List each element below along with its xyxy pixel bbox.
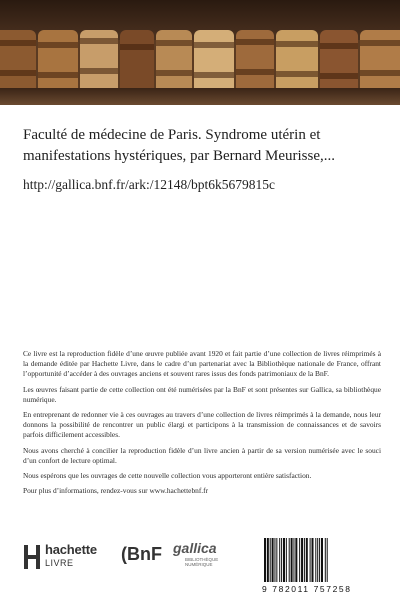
barcode-bar [286, 538, 287, 582]
barcode-bar [264, 538, 266, 582]
notice-paragraph: Ce livre est la reproduction fidèle d’une œuvre publiée avant 1920 et fait partie d’une collection de livres réimprimés à la demande éditée par Hachette Livre, dans le cadre d’un partenariat avec la Bibliothèque nationale de France, offrant l’opportunité d’accéder à des ouvrages anciens et souvent rares issus des fonds patrimoniaux de la BnF. [23, 349, 381, 379]
notice-paragraph: En entreprenant de redonner vie à ces ouvrages au travers d’une collection de livres réimprimés à la demande, nous leur donnons la possibilité de rencontrer un public élargi et participons à la transmission de connaissances et de savoirs parfois difficilement accessibles. [23, 410, 381, 440]
book-spine [156, 30, 192, 90]
book-spine [38, 30, 78, 90]
hachette-h-icon [23, 544, 41, 570]
gallica-subtitle: BIBLIOTHÈQUE NUMÉRIQUE [185, 557, 219, 567]
barcode-bar [267, 538, 269, 582]
barcode-bar [281, 538, 282, 582]
barcode-bar [315, 538, 316, 582]
book-spine [0, 30, 36, 90]
barcode-bar [289, 538, 290, 582]
book-spine [80, 30, 118, 90]
book-spine [120, 30, 154, 90]
barcode [262, 538, 377, 580]
barcode-bars [262, 538, 377, 582]
barcode-bar [321, 538, 323, 582]
barcode-bar [293, 538, 294, 582]
notice-paragraph: Nous avons cherché à concilier la reproduction fidèle d’un livre ancien à partir de sa version numérisée avec le souci d’un confort de lecture optimal. [23, 445, 381, 465]
hachette-livre-logo [23, 542, 105, 576]
barcode-bar [274, 538, 275, 582]
barcode-bar [283, 538, 285, 582]
notice-paragraph: Les œuvres faisant partie de cette collection ont été numérisées par la BnF et sont présentes sur Gallica, sa bibliothèque numérique. [23, 384, 381, 404]
barcode-bar [276, 538, 277, 582]
book-spine [236, 30, 274, 90]
livre-wordmark: LIVRE [45, 558, 74, 568]
barcode-bar [319, 538, 320, 582]
barcode-bar [295, 538, 297, 582]
book-spine [194, 30, 234, 90]
notice-paragraph: Pour plus d’informations, rendez-vous sur www.hachettebnf.fr [23, 486, 209, 496]
book-spine [320, 30, 358, 90]
barcode-bar [299, 538, 300, 582]
hachette-wordmark: hachette [45, 542, 97, 557]
publisher-notice [23, 349, 381, 501]
barcode-bar [304, 538, 305, 582]
barcode-bar [327, 538, 328, 582]
barcode-bar [270, 538, 271, 582]
shelf [0, 88, 400, 105]
book-spine [360, 30, 400, 90]
barcode-bar [306, 538, 308, 582]
gallica-url[interactable]: http://gallica.bnf.fr/ark:/12148/bpt6k5679815c [23, 177, 275, 192]
gallica-wordmark: gallica [173, 540, 217, 556]
barcode-bar [279, 538, 280, 582]
barcode-bar [310, 538, 311, 582]
barcode-bar [325, 538, 326, 582]
book-spine [276, 30, 318, 90]
gallica-logo [173, 540, 233, 576]
barcode-bar [272, 538, 274, 582]
bnf-logo: (BnF [121, 544, 162, 564]
barcode-bar [312, 538, 314, 582]
book-spines-photo [0, 0, 400, 105]
barcode-bar [317, 538, 318, 582]
barcode-bar [291, 538, 293, 582]
isbn-number: 9 782011 757258 [262, 584, 352, 594]
barcode-bar [301, 538, 303, 582]
book-title: Faculté de médecine de Paris. Syndrome utérin et manifestations hystériques, par Bernard Meurisse,... [23, 127, 336, 164]
notice-paragraph: Nous espérons que les ouvrages de cette nouvelle collection vous apporteront entière satisfaction. [23, 471, 312, 481]
